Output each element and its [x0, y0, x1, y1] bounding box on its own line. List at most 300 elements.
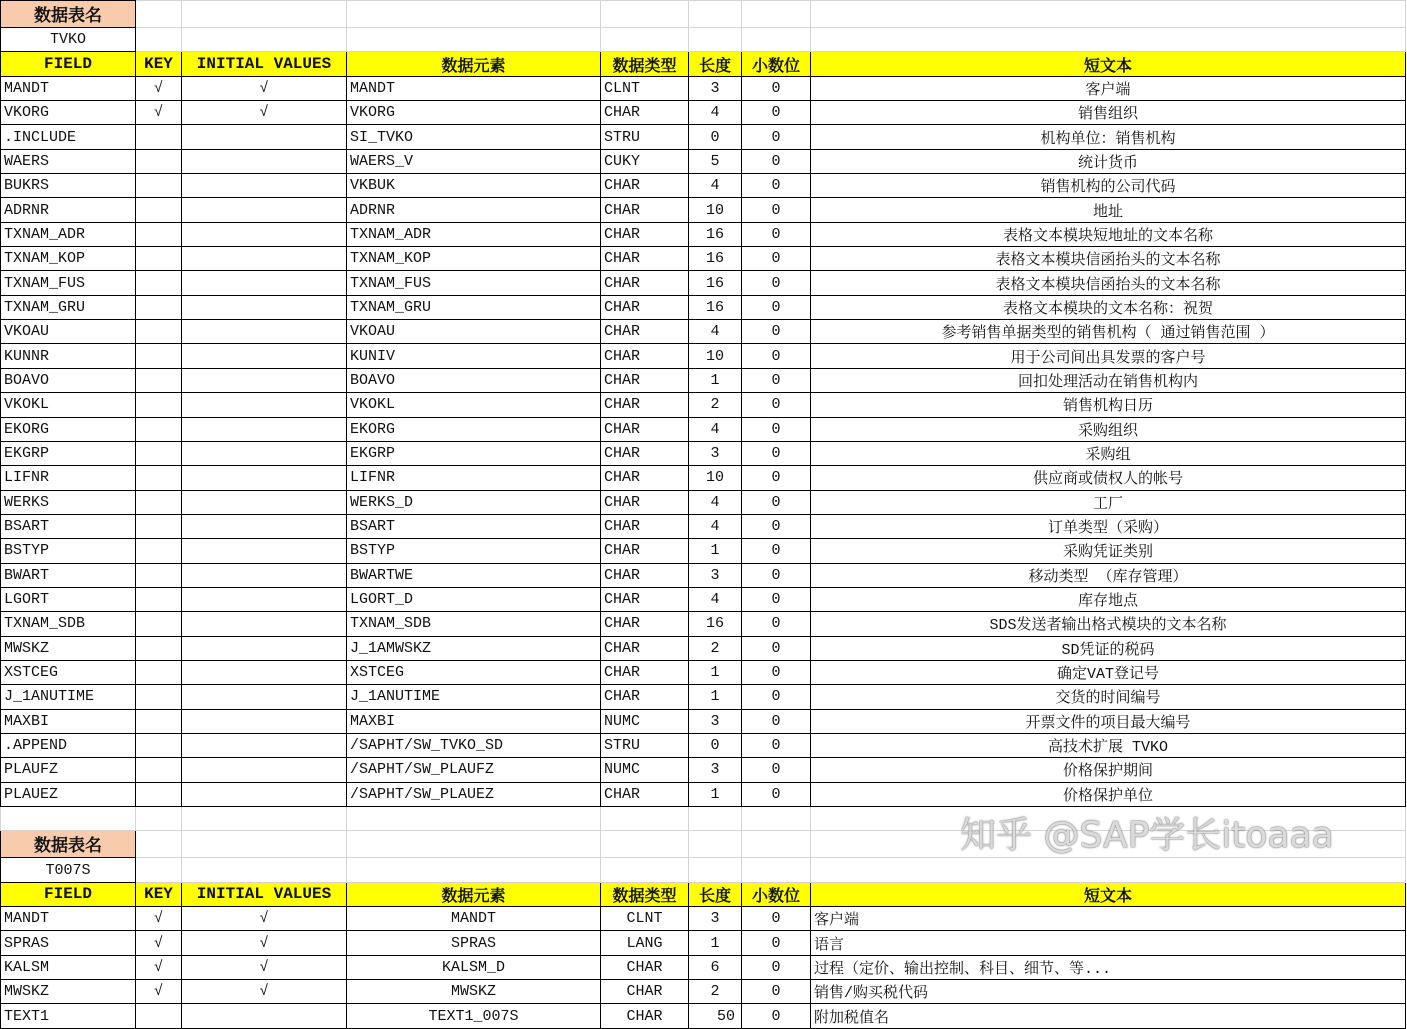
field-cell[interactable]: XSTCEG: [1, 660, 136, 684]
data-element-cell[interactable]: SI_TVKO: [347, 125, 601, 149]
empty-cell[interactable]: [742, 831, 811, 858]
initial-value-cell[interactable]: √: [182, 955, 347, 979]
data-element-cell[interactable]: TEXT1_007S: [347, 1004, 601, 1028]
field-cell[interactable]: BSTYP: [1, 539, 136, 563]
length-cell[interactable]: 16: [689, 295, 742, 319]
data-type-cell[interactable]: CHAR: [601, 271, 689, 295]
field-cell[interactable]: TXNAM_GRU: [1, 295, 136, 319]
key-cell[interactable]: √: [136, 931, 182, 955]
short-text-cell[interactable]: SDS发送者输出格式模块的文本名称: [811, 612, 1406, 636]
key-cell[interactable]: [136, 563, 182, 587]
initial-value-cell[interactable]: [182, 320, 347, 344]
field-cell[interactable]: MANDT: [1, 76, 136, 100]
length-cell[interactable]: 10: [689, 344, 742, 368]
field-cell[interactable]: BOAVO: [1, 368, 136, 392]
data-element-cell[interactable]: TXNAM_ADR: [347, 222, 601, 246]
key-cell[interactable]: [136, 344, 182, 368]
key-cell[interactable]: [136, 733, 182, 757]
data-element-cell[interactable]: MWSKZ: [347, 980, 601, 1004]
initial-value-cell[interactable]: √: [182, 980, 347, 1004]
key-cell[interactable]: [136, 612, 182, 636]
initial-value-cell[interactable]: [182, 612, 347, 636]
header-field[interactable]: FIELD: [1, 882, 136, 906]
data-type-cell[interactable]: CHAR: [601, 539, 689, 563]
data-element-cell[interactable]: MANDT: [347, 907, 601, 931]
empty-cell[interactable]: [182, 807, 347, 831]
short-text-cell[interactable]: 订单类型（采购）: [811, 514, 1406, 538]
length-cell[interactable]: 16: [689, 271, 742, 295]
empty-cell[interactable]: [811, 807, 1406, 831]
decimals-cell[interactable]: 0: [742, 563, 811, 587]
decimals-cell[interactable]: 0: [742, 490, 811, 514]
short-text-cell[interactable]: 地址: [811, 198, 1406, 222]
length-cell[interactable]: 3: [689, 76, 742, 100]
field-cell[interactable]: MAXBI: [1, 709, 136, 733]
length-cell[interactable]: 16: [689, 247, 742, 271]
header-key[interactable]: KEY: [136, 52, 182, 76]
empty-cell[interactable]: [182, 28, 347, 52]
short-text-cell[interactable]: 交货的时间编号: [811, 685, 1406, 709]
data-type-cell[interactable]: CHAR: [601, 955, 689, 979]
initial-value-cell[interactable]: √: [182, 76, 347, 100]
data-type-cell[interactable]: STRU: [601, 733, 689, 757]
key-cell[interactable]: [136, 514, 182, 538]
short-text-cell[interactable]: 库存地点: [811, 587, 1406, 611]
short-text-cell[interactable]: SD凭证的税码: [811, 636, 1406, 660]
data-element-cell[interactable]: MANDT: [347, 76, 601, 100]
header-length[interactable]: 长度: [689, 882, 742, 906]
short-text-cell[interactable]: 开票文件的项目最大编号: [811, 709, 1406, 733]
short-text-cell[interactable]: 过程（定价、输出控制、科目、细节、等...: [811, 955, 1406, 979]
initial-value-cell[interactable]: [182, 709, 347, 733]
initial-value-cell[interactable]: [182, 539, 347, 563]
length-cell[interactable]: 3: [689, 709, 742, 733]
short-text-cell[interactable]: 价格保护单位: [811, 782, 1406, 806]
empty-cell[interactable]: [689, 28, 742, 52]
short-text-cell[interactable]: 高技术扩展 TVKO: [811, 733, 1406, 757]
key-cell[interactable]: [136, 222, 182, 246]
data-type-cell[interactable]: CHAR: [601, 393, 689, 417]
key-cell[interactable]: [136, 587, 182, 611]
header-decimals[interactable]: 小数位: [742, 882, 811, 906]
short-text-cell[interactable]: 回扣处理活动在销售机构内: [811, 368, 1406, 392]
field-cell[interactable]: TXNAM_KOP: [1, 247, 136, 271]
key-cell[interactable]: [136, 636, 182, 660]
empty-cell[interactable]: [742, 807, 811, 831]
key-cell[interactable]: [136, 368, 182, 392]
data-element-cell[interactable]: BOAVO: [347, 368, 601, 392]
decimals-cell[interactable]: 0: [742, 782, 811, 806]
data-element-cell[interactable]: WAERS_V: [347, 149, 601, 173]
short-text-cell[interactable]: 采购凭证类别: [811, 539, 1406, 563]
field-cell[interactable]: TXNAM_ADR: [1, 222, 136, 246]
initial-value-cell[interactable]: [182, 174, 347, 198]
decimals-cell[interactable]: 0: [742, 417, 811, 441]
table-label[interactable]: 数据表名: [1, 831, 136, 858]
key-cell[interactable]: [136, 758, 182, 782]
data-element-cell[interactable]: XSTCEG: [347, 660, 601, 684]
field-cell[interactable]: EKGRP: [1, 441, 136, 465]
empty-cell[interactable]: [689, 807, 742, 831]
short-text-cell[interactable]: 销售组织: [811, 101, 1406, 125]
header-data-type[interactable]: 数据类型: [601, 52, 689, 76]
short-text-cell[interactable]: 工厂: [811, 490, 1406, 514]
data-element-cell[interactable]: SPRAS: [347, 931, 601, 955]
initial-value-cell[interactable]: [182, 149, 347, 173]
data-type-cell[interactable]: CHAR: [601, 295, 689, 319]
decimals-cell[interactable]: 0: [742, 955, 811, 979]
empty-cell[interactable]: [136, 28, 182, 52]
key-cell[interactable]: [136, 198, 182, 222]
short-text-cell[interactable]: 移动类型 （库存管理）: [811, 563, 1406, 587]
short-text-cell[interactable]: 附加税值名: [811, 1004, 1406, 1028]
header-decimals[interactable]: 小数位: [742, 52, 811, 76]
key-cell[interactable]: [136, 782, 182, 806]
data-type-cell[interactable]: CHAR: [601, 660, 689, 684]
length-cell[interactable]: 50: [689, 1004, 742, 1028]
key-cell[interactable]: [136, 295, 182, 319]
initial-value-cell[interactable]: [182, 271, 347, 295]
key-cell[interactable]: [136, 685, 182, 709]
field-cell[interactable]: EKORG: [1, 417, 136, 441]
data-element-cell[interactable]: WERKS_D: [347, 490, 601, 514]
decimals-cell[interactable]: 0: [742, 198, 811, 222]
field-cell[interactable]: PLAUFZ: [1, 758, 136, 782]
empty-cell[interactable]: [689, 1, 742, 28]
data-type-cell[interactable]: CHAR: [601, 612, 689, 636]
field-cell[interactable]: BWART: [1, 563, 136, 587]
initial-value-cell[interactable]: [182, 417, 347, 441]
length-cell[interactable]: 1: [689, 782, 742, 806]
field-cell[interactable]: VKOKL: [1, 393, 136, 417]
initial-value-cell[interactable]: [182, 344, 347, 368]
short-text-cell[interactable]: 确定VAT登记号: [811, 660, 1406, 684]
length-cell[interactable]: 1: [689, 539, 742, 563]
empty-cell[interactable]: [136, 858, 182, 882]
empty-cell[interactable]: [182, 858, 347, 882]
empty-cell[interactable]: [347, 28, 601, 52]
empty-cell[interactable]: [347, 1, 601, 28]
field-cell[interactable]: TXNAM_FUS: [1, 271, 136, 295]
field-cell[interactable]: BUKRS: [1, 174, 136, 198]
data-type-cell[interactable]: CHAR: [601, 368, 689, 392]
length-cell[interactable]: 1: [689, 368, 742, 392]
decimals-cell[interactable]: 0: [742, 149, 811, 173]
short-text-cell[interactable]: 表格文本模块的文本名称：祝贺: [811, 295, 1406, 319]
data-element-cell[interactable]: TXNAM_GRU: [347, 295, 601, 319]
initial-value-cell[interactable]: [182, 295, 347, 319]
initial-value-cell[interactable]: √: [182, 907, 347, 931]
key-cell[interactable]: [136, 466, 182, 490]
data-element-cell[interactable]: LIFNR: [347, 466, 601, 490]
empty-cell[interactable]: [689, 831, 742, 858]
data-element-cell[interactable]: TXNAM_FUS: [347, 271, 601, 295]
length-cell[interactable]: 2: [689, 393, 742, 417]
length-cell[interactable]: 0: [689, 733, 742, 757]
key-cell[interactable]: [136, 1004, 182, 1028]
data-type-cell[interactable]: CHAR: [601, 320, 689, 344]
data-type-cell[interactable]: CHAR: [601, 587, 689, 611]
short-text-cell[interactable]: 语言: [811, 931, 1406, 955]
initial-value-cell[interactable]: [182, 368, 347, 392]
field-cell[interactable]: KUNNR: [1, 344, 136, 368]
short-text-cell[interactable]: 客户端: [811, 76, 1406, 100]
key-cell[interactable]: [136, 320, 182, 344]
data-element-cell[interactable]: VKORG: [347, 101, 601, 125]
decimals-cell[interactable]: 0: [742, 344, 811, 368]
empty-cell[interactable]: [136, 831, 182, 858]
data-element-cell[interactable]: TXNAM_SDB: [347, 612, 601, 636]
data-type-cell[interactable]: CUKY: [601, 149, 689, 173]
data-type-cell[interactable]: CHAR: [601, 490, 689, 514]
initial-value-cell[interactable]: [182, 125, 347, 149]
length-cell[interactable]: 0: [689, 125, 742, 149]
empty-cell[interactable]: [742, 858, 811, 882]
decimals-cell[interactable]: 0: [742, 320, 811, 344]
empty-cell[interactable]: [811, 1, 1406, 28]
length-cell[interactable]: 10: [689, 198, 742, 222]
data-element-cell[interactable]: BWARTWE: [347, 563, 601, 587]
decimals-cell[interactable]: 0: [742, 174, 811, 198]
empty-cell[interactable]: [136, 807, 182, 831]
empty-cell[interactable]: [136, 1, 182, 28]
empty-cell[interactable]: [811, 858, 1406, 882]
empty-cell[interactable]: [1, 807, 136, 831]
short-text-cell[interactable]: 用于公司间出具发票的客户号: [811, 344, 1406, 368]
decimals-cell[interactable]: 0: [742, 758, 811, 782]
initial-value-cell[interactable]: [182, 563, 347, 587]
key-cell[interactable]: [136, 490, 182, 514]
length-cell[interactable]: 4: [689, 174, 742, 198]
data-element-cell[interactable]: TXNAM_KOP: [347, 247, 601, 271]
data-type-cell[interactable]: CHAR: [601, 514, 689, 538]
field-cell[interactable]: VKORG: [1, 101, 136, 125]
table-name[interactable]: TVKO: [1, 28, 136, 52]
short-text-cell[interactable]: 采购组: [811, 441, 1406, 465]
length-cell[interactable]: 3: [689, 758, 742, 782]
data-type-cell[interactable]: CHAR: [601, 980, 689, 1004]
empty-cell[interactable]: [811, 28, 1406, 52]
data-element-cell[interactable]: /SAPHT/SW_PLAUEZ: [347, 782, 601, 806]
decimals-cell[interactable]: 0: [742, 76, 811, 100]
empty-cell[interactable]: [601, 831, 689, 858]
data-type-cell[interactable]: LANG: [601, 931, 689, 955]
field-cell[interactable]: VKOAU: [1, 320, 136, 344]
initial-value-cell[interactable]: [182, 782, 347, 806]
decimals-cell[interactable]: 0: [742, 1004, 811, 1028]
length-cell[interactable]: 16: [689, 612, 742, 636]
length-cell[interactable]: 3: [689, 563, 742, 587]
data-element-cell[interactable]: VKOAU: [347, 320, 601, 344]
header-initial-value[interactable]: INITIAL VALUES: [182, 52, 347, 76]
data-type-cell[interactable]: CHAR: [601, 222, 689, 246]
empty-cell[interactable]: [689, 858, 742, 882]
field-cell[interactable]: ADRNR: [1, 198, 136, 222]
header-short-text[interactable]: 短文本: [811, 52, 1406, 76]
short-text-cell[interactable]: 销售/购买税代码: [811, 980, 1406, 1004]
data-element-cell[interactable]: VKOKL: [347, 393, 601, 417]
short-text-cell[interactable]: 表格文本模块短地址的文本名称: [811, 222, 1406, 246]
initial-value-cell[interactable]: [182, 587, 347, 611]
short-text-cell[interactable]: 统计货币: [811, 149, 1406, 173]
decimals-cell[interactable]: 0: [742, 466, 811, 490]
key-cell[interactable]: [136, 393, 182, 417]
key-cell[interactable]: [136, 149, 182, 173]
short-text-cell[interactable]: 价格保护期间: [811, 758, 1406, 782]
data-element-cell[interactable]: EKGRP: [347, 441, 601, 465]
data-element-cell[interactable]: ADRNR: [347, 198, 601, 222]
decimals-cell[interactable]: 0: [742, 368, 811, 392]
initial-value-cell[interactable]: [182, 733, 347, 757]
data-element-cell[interactable]: KUNIV: [347, 344, 601, 368]
key-cell[interactable]: [136, 441, 182, 465]
decimals-cell[interactable]: 0: [742, 907, 811, 931]
decimals-cell[interactable]: 0: [742, 125, 811, 149]
length-cell[interactable]: 4: [689, 587, 742, 611]
header-field[interactable]: FIELD: [1, 52, 136, 76]
data-type-cell[interactable]: CHAR: [601, 685, 689, 709]
empty-cell[interactable]: [347, 858, 601, 882]
length-cell[interactable]: 5: [689, 149, 742, 173]
decimals-cell[interactable]: 0: [742, 247, 811, 271]
initial-value-cell[interactable]: [182, 247, 347, 271]
decimals-cell[interactable]: 0: [742, 931, 811, 955]
length-cell[interactable]: 1: [689, 685, 742, 709]
initial-value-cell[interactable]: [182, 758, 347, 782]
short-text-cell[interactable]: 机构单位：销售机构: [811, 125, 1406, 149]
data-element-cell[interactable]: LGORT_D: [347, 587, 601, 611]
field-cell[interactable]: MANDT: [1, 907, 136, 931]
length-cell[interactable]: 2: [689, 980, 742, 1004]
field-cell[interactable]: SPRAS: [1, 931, 136, 955]
key-cell[interactable]: √: [136, 907, 182, 931]
decimals-cell[interactable]: 0: [742, 101, 811, 125]
key-cell[interactable]: √: [136, 101, 182, 125]
key-cell[interactable]: [136, 417, 182, 441]
initial-value-cell[interactable]: [182, 636, 347, 660]
data-type-cell[interactable]: CHAR: [601, 417, 689, 441]
data-type-cell[interactable]: CHAR: [601, 174, 689, 198]
key-cell[interactable]: [136, 125, 182, 149]
decimals-cell[interactable]: 0: [742, 222, 811, 246]
decimals-cell[interactable]: 0: [742, 980, 811, 1004]
data-element-cell[interactable]: MAXBI: [347, 709, 601, 733]
decimals-cell[interactable]: 0: [742, 514, 811, 538]
initial-value-cell[interactable]: [182, 685, 347, 709]
short-text-cell[interactable]: 参考销售单据类型的销售机构（ 通过销售范围 ）: [811, 320, 1406, 344]
decimals-cell[interactable]: 0: [742, 636, 811, 660]
data-type-cell[interactable]: NUMC: [601, 758, 689, 782]
field-cell[interactable]: BSART: [1, 514, 136, 538]
length-cell[interactable]: 10: [689, 466, 742, 490]
empty-cell[interactable]: [742, 28, 811, 52]
empty-cell[interactable]: [347, 831, 601, 858]
data-element-cell[interactable]: J_1AMWSKZ: [347, 636, 601, 660]
data-type-cell[interactable]: CHAR: [601, 466, 689, 490]
data-type-cell[interactable]: CHAR: [601, 101, 689, 125]
initial-value-cell[interactable]: √: [182, 931, 347, 955]
length-cell[interactable]: 1: [689, 931, 742, 955]
initial-value-cell[interactable]: [182, 660, 347, 684]
initial-value-cell[interactable]: [182, 466, 347, 490]
initial-value-cell[interactable]: [182, 393, 347, 417]
initial-value-cell[interactable]: [182, 222, 347, 246]
data-element-cell[interactable]: VKBUK: [347, 174, 601, 198]
data-element-cell[interactable]: /SAPHT/SW_TVKO_SD: [347, 733, 601, 757]
decimals-cell[interactable]: 0: [742, 539, 811, 563]
length-cell[interactable]: 16: [689, 222, 742, 246]
empty-cell[interactable]: [182, 831, 347, 858]
key-cell[interactable]: √: [136, 955, 182, 979]
short-text-cell[interactable]: 供应商或债权人的帐号: [811, 466, 1406, 490]
length-cell[interactable]: 3: [689, 441, 742, 465]
data-type-cell[interactable]: CHAR: [601, 1004, 689, 1028]
key-cell[interactable]: √: [136, 980, 182, 1004]
data-element-cell[interactable]: /SAPHT/SW_PLAUFZ: [347, 758, 601, 782]
field-cell[interactable]: LGORT: [1, 587, 136, 611]
short-text-cell[interactable]: 销售机构的公司代码: [811, 174, 1406, 198]
decimals-cell[interactable]: 0: [742, 660, 811, 684]
field-cell[interactable]: LIFNR: [1, 466, 136, 490]
data-type-cell[interactable]: CLNT: [601, 907, 689, 931]
data-type-cell[interactable]: NUMC: [601, 709, 689, 733]
decimals-cell[interactable]: 0: [742, 587, 811, 611]
short-text-cell[interactable]: 客户端: [811, 907, 1406, 931]
short-text-cell[interactable]: 采购组织: [811, 417, 1406, 441]
field-cell[interactable]: WAERS: [1, 149, 136, 173]
short-text-cell[interactable]: 表格文本模块信函抬头的文本名称: [811, 247, 1406, 271]
decimals-cell[interactable]: 0: [742, 709, 811, 733]
data-type-cell[interactable]: CHAR: [601, 563, 689, 587]
field-cell[interactable]: J_1ANUTIME: [1, 685, 136, 709]
data-element-cell[interactable]: J_1ANUTIME: [347, 685, 601, 709]
empty-cell[interactable]: [601, 807, 689, 831]
field-cell[interactable]: .APPEND: [1, 733, 136, 757]
length-cell[interactable]: 4: [689, 490, 742, 514]
table-label[interactable]: 数据表名: [1, 1, 136, 28]
length-cell[interactable]: 4: [689, 320, 742, 344]
decimals-cell[interactable]: 0: [742, 685, 811, 709]
field-cell[interactable]: MWSKZ: [1, 980, 136, 1004]
decimals-cell[interactable]: 0: [742, 441, 811, 465]
key-cell[interactable]: [136, 660, 182, 684]
empty-cell[interactable]: [182, 1, 347, 28]
empty-cell[interactable]: [601, 858, 689, 882]
empty-cell[interactable]: [742, 1, 811, 28]
data-type-cell[interactable]: CHAR: [601, 441, 689, 465]
short-text-cell[interactable]: 表格文本模块信函抬头的文本名称: [811, 271, 1406, 295]
header-short-text[interactable]: 短文本: [811, 882, 1406, 906]
initial-value-cell[interactable]: [182, 514, 347, 538]
data-type-cell[interactable]: CHAR: [601, 247, 689, 271]
short-text-cell[interactable]: 销售机构日历: [811, 393, 1406, 417]
table-name[interactable]: T007S: [1, 858, 136, 882]
decimals-cell[interactable]: 0: [742, 733, 811, 757]
initial-value-cell[interactable]: [182, 1004, 347, 1028]
header-data-element[interactable]: 数据元素: [347, 882, 601, 906]
empty-cell[interactable]: [601, 1, 689, 28]
length-cell[interactable]: 4: [689, 514, 742, 538]
initial-value-cell[interactable]: [182, 490, 347, 514]
data-type-cell[interactable]: CHAR: [601, 198, 689, 222]
header-length[interactable]: 长度: [689, 52, 742, 76]
empty-cell[interactable]: [347, 807, 601, 831]
header-initial-value[interactable]: INITIAL VALUES: [182, 882, 347, 906]
data-element-cell[interactable]: BSTYP: [347, 539, 601, 563]
length-cell[interactable]: 2: [689, 636, 742, 660]
data-type-cell[interactable]: CHAR: [601, 344, 689, 368]
data-type-cell[interactable]: CHAR: [601, 636, 689, 660]
